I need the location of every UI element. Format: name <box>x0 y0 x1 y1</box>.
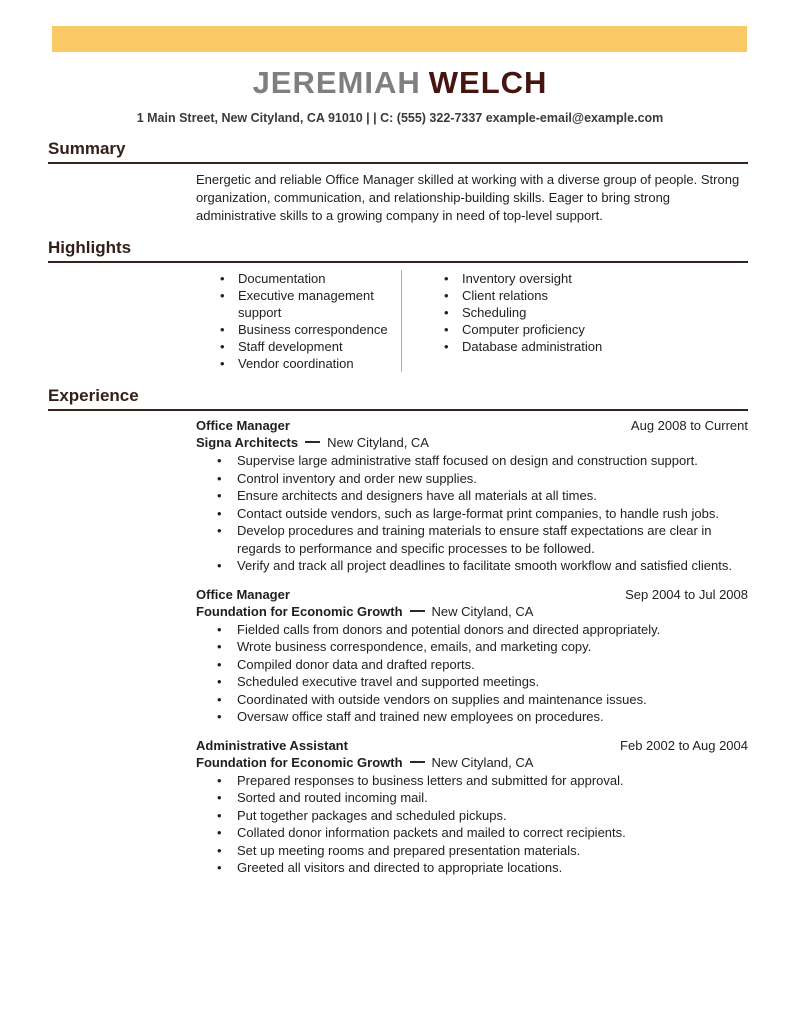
job-dates: Feb 2002 to Aug 2004 <box>620 737 748 753</box>
top-banner <box>52 26 747 52</box>
highlights-columns <box>213 270 748 372</box>
highlights-column-2 <box>401 270 602 372</box>
highlight-item: • Inventory oversight <box>444 270 602 287</box>
job-bullet-item: • Prepared responses to business letters and submitted for approval. <box>217 772 748 790</box>
job-bullet-item: • Develop procedures and training materials to ensure staff expectations are clear in regards to performance and specific processes to be followed. <box>217 522 748 557</box>
job-header-row <box>196 737 748 754</box>
job-bullet-item: • Fielded calls from donors and potential donors and directed appropriately. <box>217 621 748 639</box>
candidate-name <box>0 66 800 100</box>
job-bullet-item: • Oversaw office staff and trained new employees on procedures. <box>217 708 748 726</box>
company-location-separator <box>410 761 425 763</box>
resume-body <box>48 139 748 888</box>
job-bullet-item: • Greeted all visitors and directed to appropriate locations. <box>217 859 748 877</box>
highlight-item: • Client relations <box>444 287 602 304</box>
experience-entry <box>196 417 748 575</box>
highlights-column-1 <box>213 270 401 372</box>
job-bullets <box>196 452 748 575</box>
highlight-item: • Business correspondence <box>220 321 401 338</box>
highlight-item: • Vendor coordination <box>220 355 401 372</box>
job-bullet-item: • Sorted and routed incoming mail. <box>217 789 748 807</box>
highlight-item: • Database administration <box>444 338 602 355</box>
last-name: WELCH <box>428 65 548 100</box>
highlight-item: • Computer proficiency <box>444 321 602 338</box>
job-bullet-item: • Scheduled executive travel and supported meetings. <box>217 673 748 691</box>
job-bullet-item: • Contact outside vendors, such as large-format print companies, to handle rush jobs. <box>217 505 748 523</box>
highlight-item: • Scheduling <box>444 304 602 321</box>
company-name: Signa Architects <box>196 435 299 450</box>
job-dates: Aug 2008 to Current <box>630 418 748 433</box>
job-header-row <box>196 586 748 603</box>
first-name: JEREMIAH <box>252 65 421 100</box>
highlight-item: • Staff development <box>220 338 401 355</box>
company-location-separator <box>410 610 425 612</box>
job-title: Office Manager <box>196 418 290 433</box>
job-bullet-item: • Verify and track all project deadlines to facilitate smooth workflow and satisfied clients. <box>217 557 748 575</box>
section-title-summary: Summary <box>48 139 748 164</box>
job-location: New Cityland, CA <box>431 603 534 619</box>
job-bullet-item: • Ensure architects and designers have all materials at all times. <box>217 487 748 505</box>
job-bullets <box>196 621 748 726</box>
section-title-experience: Experience <box>48 386 748 411</box>
experience-entry <box>196 737 748 877</box>
job-header-row <box>196 417 748 434</box>
company-name: Foundation for Economic Growth <box>196 754 403 770</box>
company-location-separator <box>305 441 320 443</box>
experience-entry <box>196 586 748 726</box>
job-company-row <box>196 754 748 771</box>
job-company-row <box>196 603 748 620</box>
experience-entries <box>196 417 748 877</box>
contact-line: 1 Main Street, New Cityland, CA 91010 | | C: (555) 322-7337 example-email@example.com <box>136 111 664 125</box>
job-bullet-item: • Wrote business correspondence, emails, and marketing copy. <box>217 638 748 656</box>
job-bullet-item: • Put together packages and scheduled pickups. <box>217 807 748 825</box>
job-company-row <box>196 434 748 451</box>
job-title: Office Manager <box>196 586 290 602</box>
job-bullets <box>196 772 748 877</box>
job-bullet-item: • Supervise large administrative staff focused on design and construction support. <box>217 452 748 470</box>
job-title: Administrative Assistant <box>196 737 348 753</box>
job-bullet-item: • Control inventory and order new supplies. <box>217 470 748 488</box>
summary-paragraph: Energetic and reliable Office Manager skilled at working with a diverse group of people. Strong organization, communication, and relationship-building skills. Eager to bring strong administrative skills to a growing company in need of top-level support. <box>196 172 740 223</box>
job-bullet-item: • Collated donor information packets and mailed to correct recipients. <box>217 824 748 842</box>
job-bullet-item: • Coordinated with outside vendors on supplies and maintenance issues. <box>217 691 748 709</box>
job-dates: Sep 2004 to Jul 2008 <box>625 586 748 602</box>
section-title-highlights: Highlights <box>48 238 748 263</box>
highlight-item: • Executive management support <box>220 287 401 321</box>
job-location: New Cityland, CA <box>327 435 429 450</box>
job-bullet-item: • Compiled donor data and drafted reports. <box>217 656 748 674</box>
company-name: Foundation for Economic Growth <box>196 603 403 619</box>
highlight-item: • Documentation <box>220 270 401 287</box>
job-location: New Cityland, CA <box>431 754 534 770</box>
job-bullet-item: • Set up meeting rooms and prepared presentation materials. <box>217 842 748 860</box>
